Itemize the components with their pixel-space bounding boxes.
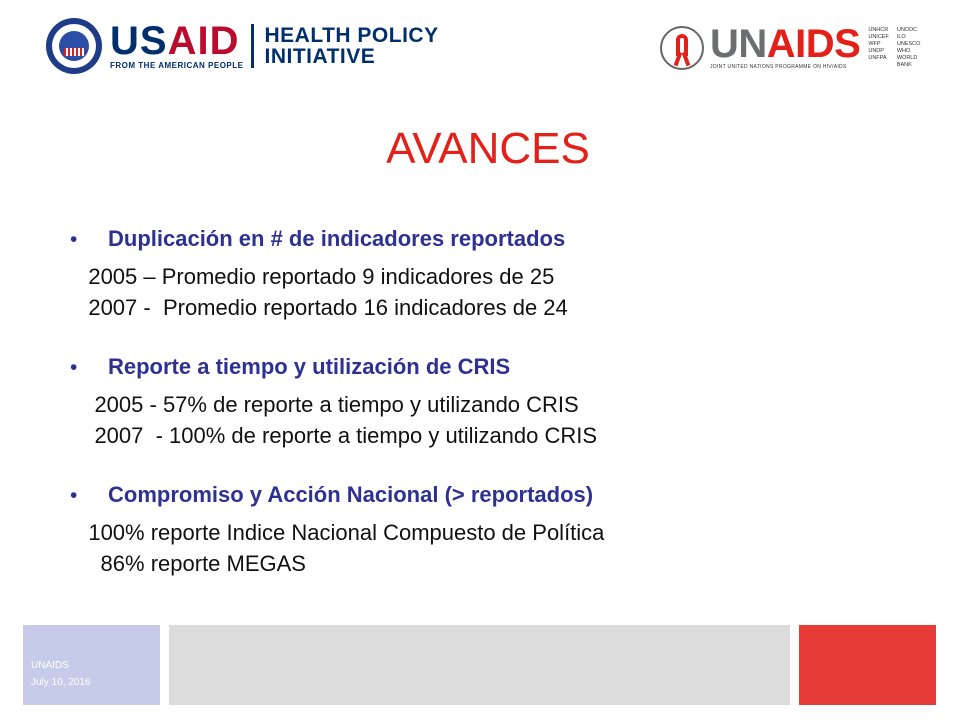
usaid-hpi-logo — [46, 18, 448, 74]
bullet-detail-line: 2007 - 100% de reporte a tiempo y utilizando CRIS — [70, 423, 598, 448]
un-ribbon-emblem-icon — [660, 26, 704, 70]
hpi-wordmark — [264, 25, 438, 67]
hpi-line-1: HEALTH POLICY — [264, 24, 439, 47]
cosponsor-list — [868, 27, 935, 69]
bullet-heading: Compromiso y Acción Nacional (> reportados) — [108, 482, 594, 507]
cosponsor: UNESCO — [896, 41, 921, 47]
bullet-heading: Reporte a tiempo y utilización de CRIS — [108, 354, 511, 379]
bullet-detail-line: 86% reporte MEGAS — [70, 551, 306, 576]
unaids-un-text: UN — [710, 22, 767, 66]
bullet-section-3 — [70, 482, 810, 579]
unaids-tagline: JOINT UNITED NATIONS PROGRAMME ON HIV/AIDS — [710, 64, 847, 70]
cosponsor: UNDP — [868, 48, 884, 54]
bullet-icon: • — [70, 484, 78, 507]
footer-middle-block — [169, 625, 790, 705]
cosponsor: UNFPA — [868, 55, 887, 61]
slide-content — [70, 226, 810, 610]
hpi-line-2: INITIATIVE — [264, 45, 376, 68]
cosponsor: UNHCR — [868, 27, 889, 33]
usaid-wordmark — [110, 18, 244, 70]
footer-left-block — [23, 625, 160, 705]
cosponsor: ILO — [896, 34, 906, 40]
cosponsor-column-1 — [868, 27, 888, 69]
cosponsor: UNODC — [896, 27, 918, 33]
cosponsor: WHO — [896, 48, 911, 54]
bullet-icon: • — [70, 228, 78, 251]
cosponsor: WORLD BANK — [896, 55, 918, 68]
usaid-aid-text: AID — [167, 18, 240, 63]
bullet-detail-line: 2005 - 57% de reporte a tiempo y utilizando CRIS — [70, 392, 579, 417]
bullet-detail-line: 100% reporte Indice Nacional Compuesto de Política — [70, 520, 605, 545]
footer-org: UNAIDS — [31, 660, 69, 671]
bullet-section-2 — [70, 354, 810, 451]
bullet-detail-line: 2007 - Promedio reportado 16 indicadores de 24 — [70, 295, 568, 320]
unaids-wordmark — [710, 22, 861, 70]
slide-title: AVANCES — [386, 124, 590, 173]
footer-right-block — [799, 625, 936, 705]
logo-divider — [251, 24, 254, 68]
bullet-detail-line: 2005 – Promedio reportado 9 indicadores de 25 — [70, 264, 555, 289]
usaid-us-text: US — [110, 18, 168, 63]
bullet-icon: • — [70, 356, 78, 379]
cosponsor: UNICEF — [868, 34, 889, 40]
cosponsor: WFP — [868, 41, 881, 47]
cosponsor-column-2 — [897, 27, 927, 69]
usaid-tagline: FROM THE AMERICAN PEOPLE — [110, 60, 244, 70]
bullet-heading: Duplicación en # de indicadores reportados — [108, 226, 566, 251]
unaids-aids-text: AIDS — [766, 22, 861, 66]
usaid-seal-icon — [46, 18, 102, 74]
bullet-section-1 — [70, 226, 810, 323]
unaids-logo — [660, 22, 935, 74]
footer-date: July 10, 2016 — [31, 677, 91, 688]
